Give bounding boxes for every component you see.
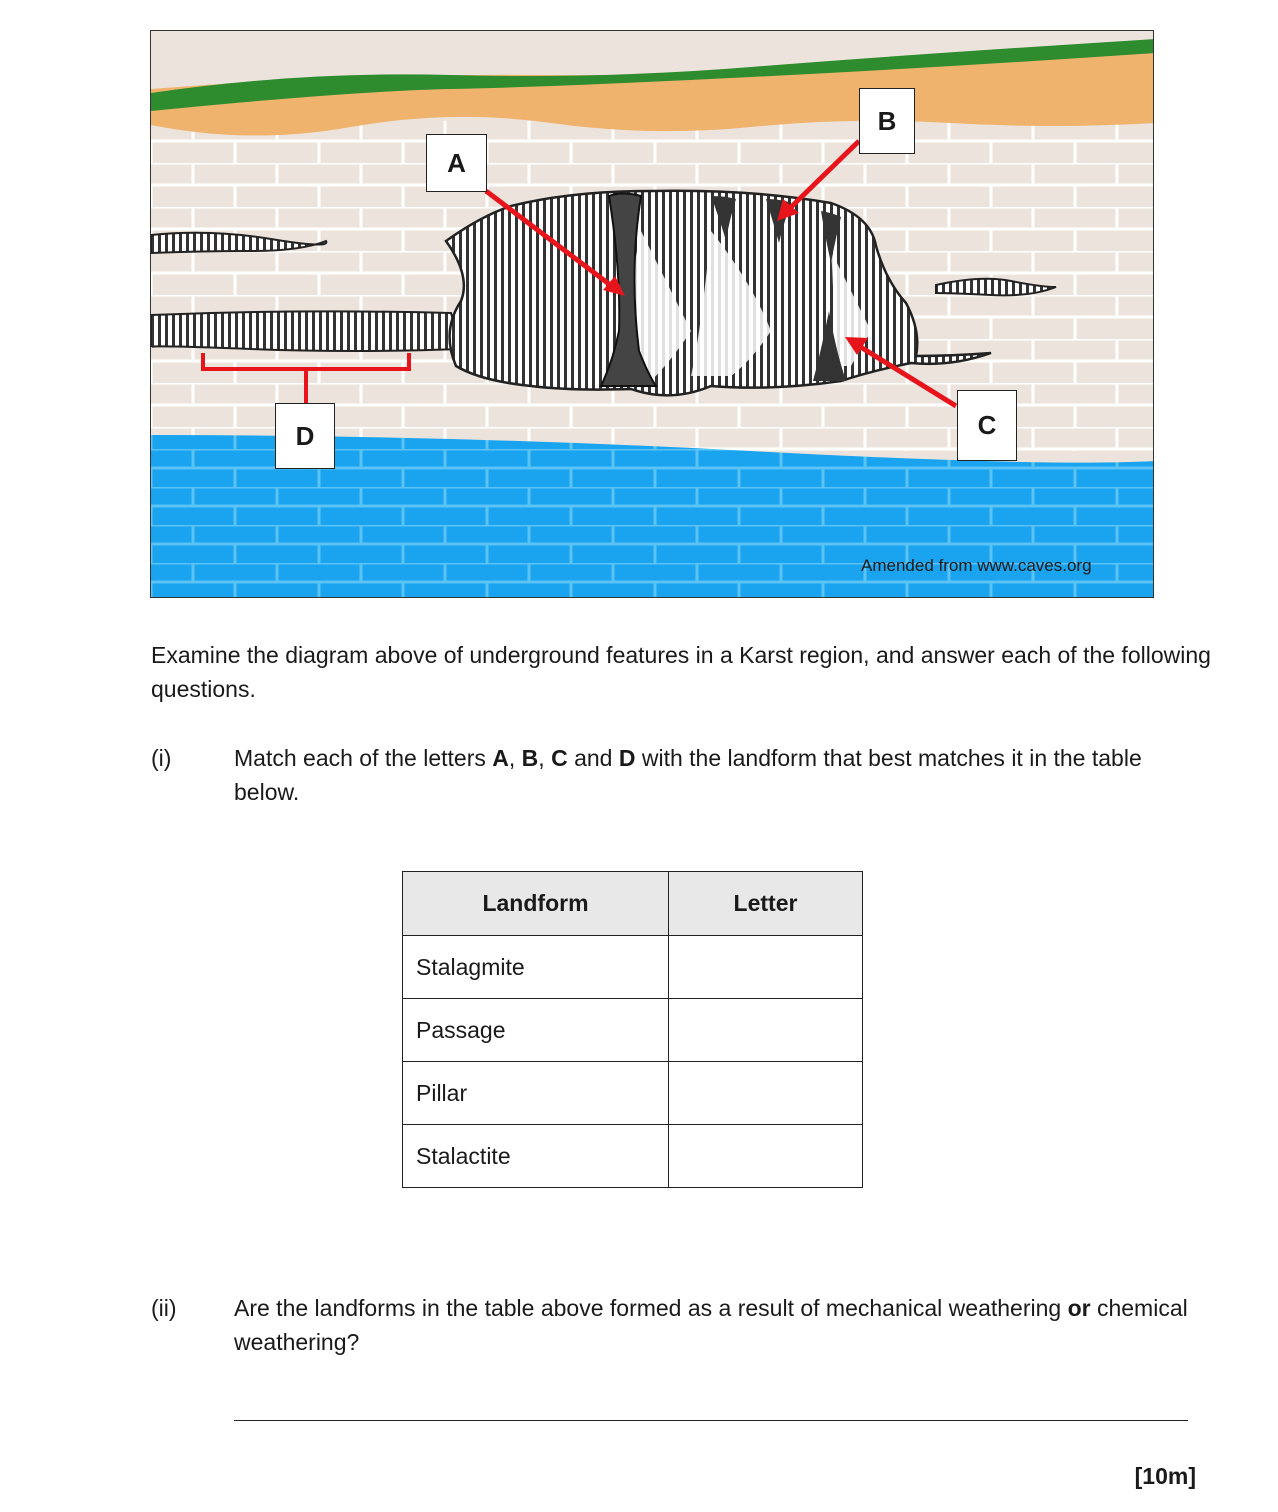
lower-passage: [151, 311, 461, 351]
letter-answer-cell[interactable]: [669, 1125, 863, 1188]
label-a: A: [426, 134, 487, 192]
header-landform: Landform: [403, 872, 669, 936]
question-1-number: (i): [151, 745, 172, 771]
karst-cave-diagram: [150, 30, 1154, 598]
answer-line[interactable]: [234, 1420, 1188, 1421]
letter-answer-cell[interactable]: [669, 999, 863, 1062]
landform-cell: Stalactite: [403, 1125, 669, 1188]
question-2-text: Are the landforms in the table above formed as a result of mechanical weathering or chemical weathering?: [234, 1295, 1188, 1355]
intro-text: Examine the diagram above of underground features in a Karst region, and answer each of the following questions.: [151, 642, 1211, 702]
cave-illustration: [151, 31, 1154, 598]
letter-answer-cell[interactable]: [669, 936, 863, 999]
table-row: [403, 999, 863, 1062]
letter-answer-cell[interactable]: [669, 1062, 863, 1125]
marks-label: [10m]: [1134, 1463, 1196, 1489]
question-1-text: Match each of the letters A, B, C and D with the landform that best matches it in the table below.: [234, 745, 1142, 805]
table-row: [403, 1062, 863, 1125]
header-letter: Letter: [669, 872, 863, 936]
landform-table: [402, 871, 863, 1188]
label-d: D: [275, 403, 335, 469]
question-2-number: (ii): [151, 1295, 177, 1321]
landform-cell: Passage: [403, 999, 669, 1062]
landform-cell: Pillar: [403, 1062, 669, 1125]
label-b: B: [859, 88, 915, 154]
table-row: [403, 936, 863, 999]
label-c: C: [957, 390, 1017, 461]
landform-cell: Stalagmite: [403, 936, 669, 999]
image-source-credit: Amended from www.caves.org: [861, 556, 1092, 575]
table-row: [403, 1125, 863, 1188]
